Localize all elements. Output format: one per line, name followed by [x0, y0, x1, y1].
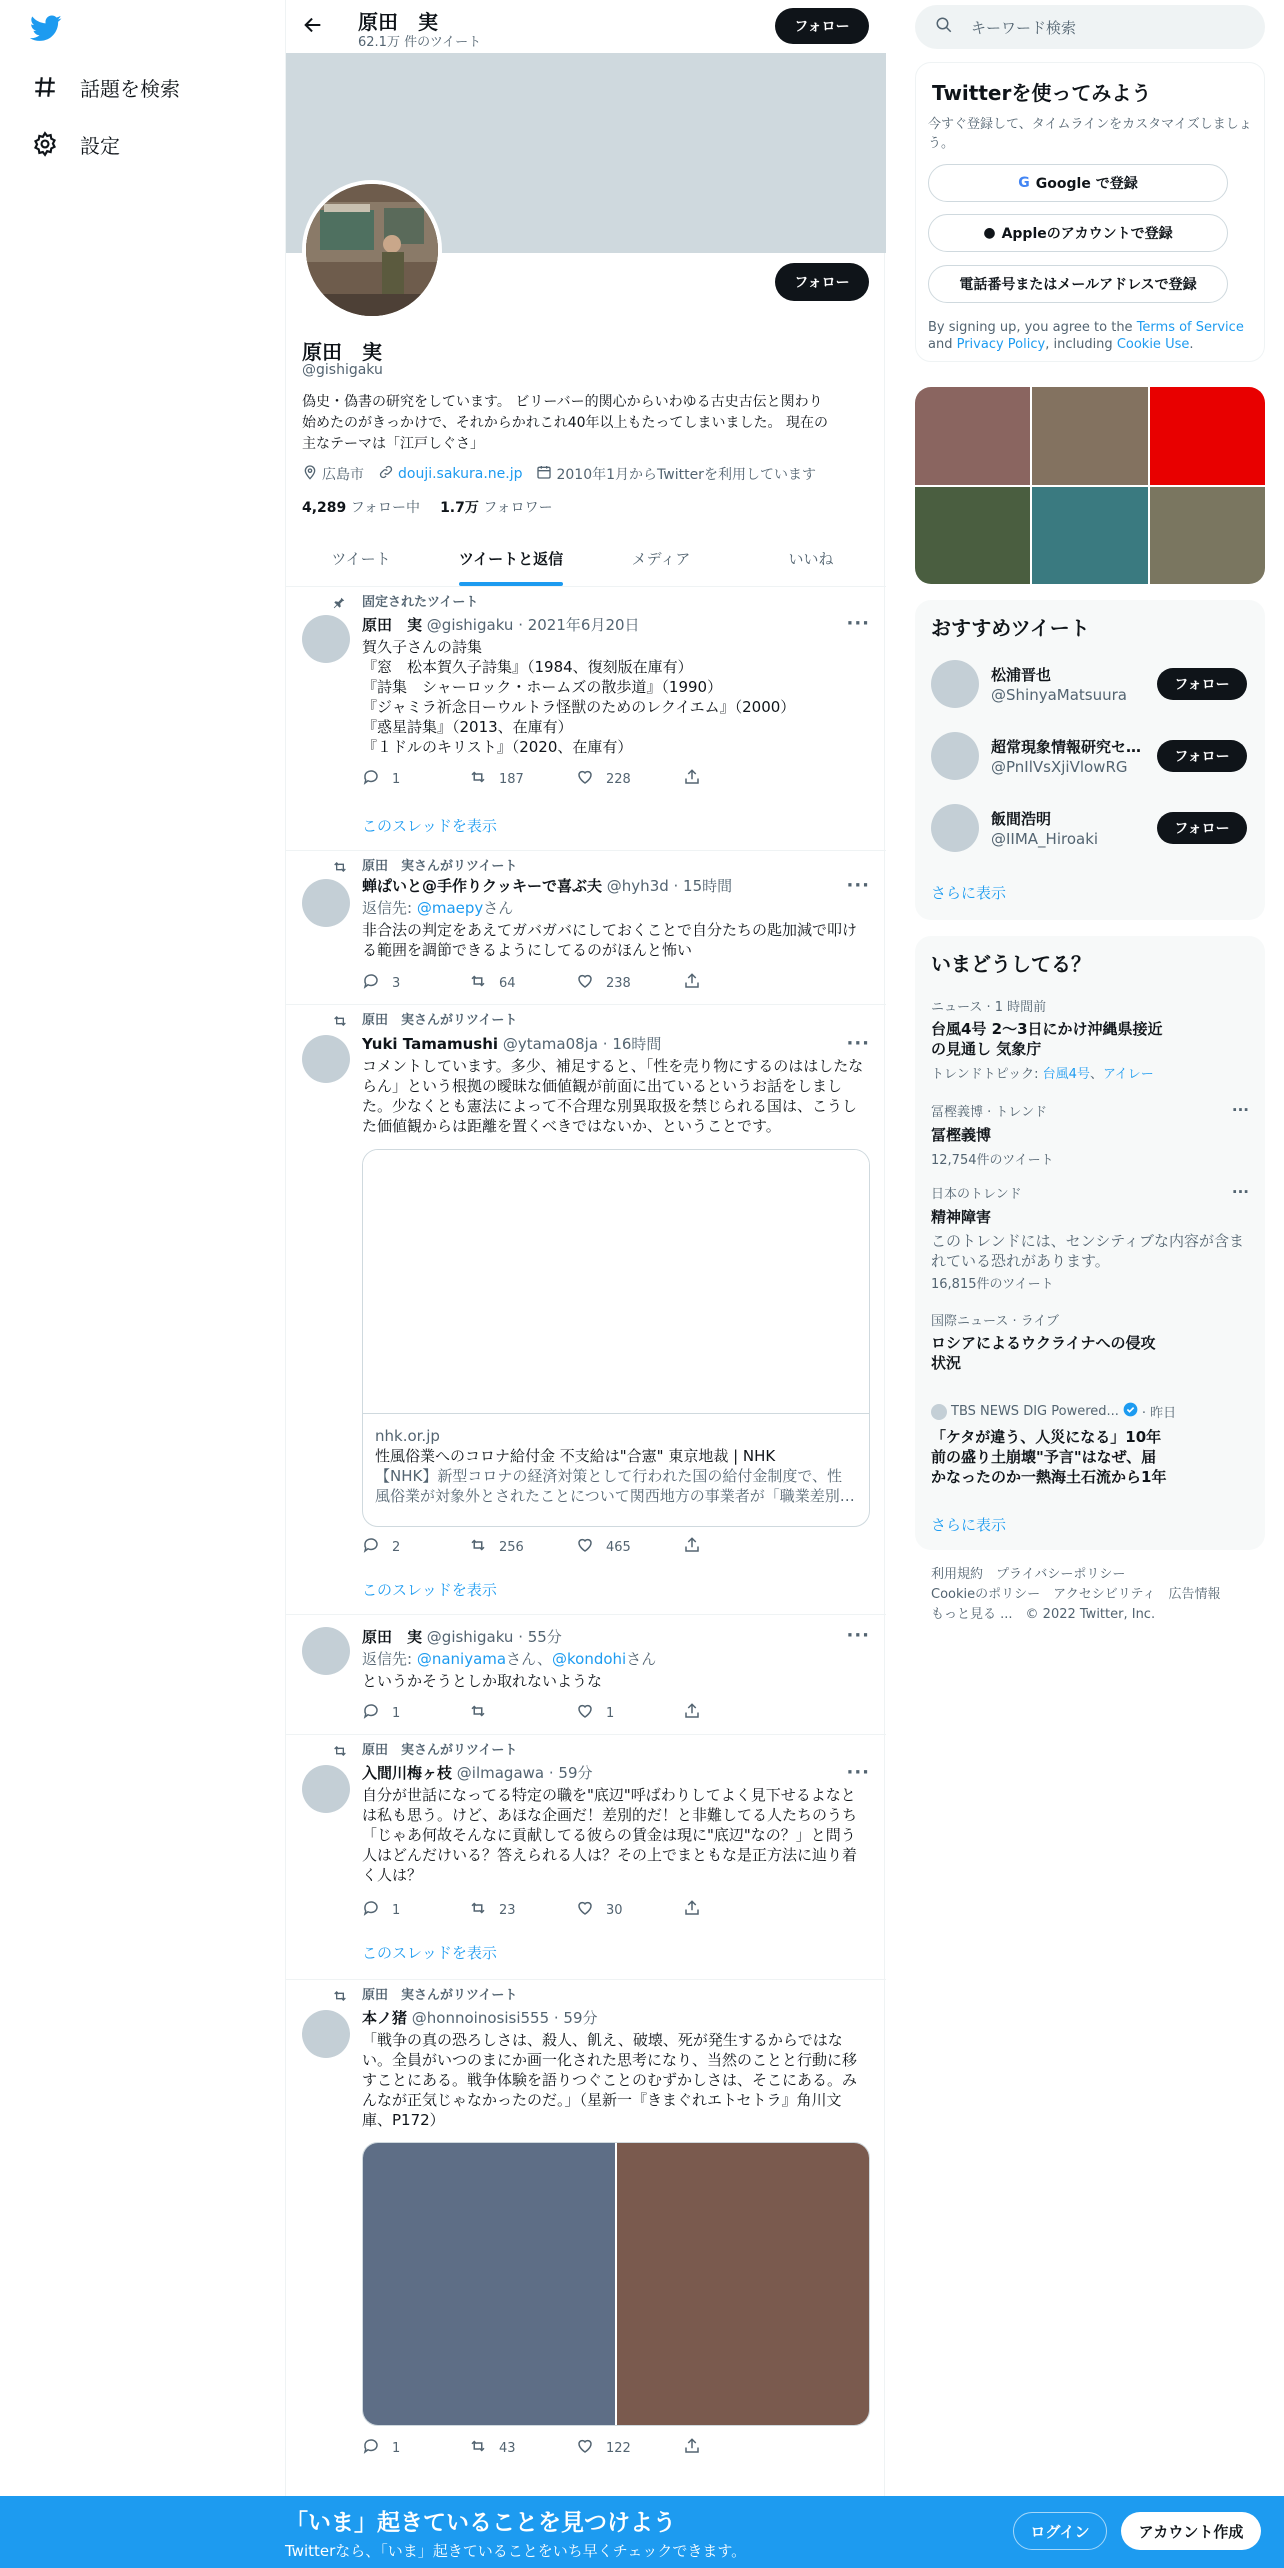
profile-website[interactable]: douji.sakura.ne.jp [398, 466, 523, 482]
apple-icon: ● [983, 225, 996, 241]
apple-signup-label: Appleのアカウントで登録 [1001, 226, 1173, 242]
footer-privacy-link[interactable]: プライバシーポリシー [996, 1567, 1126, 1582]
retweet-count: 23 [499, 1902, 516, 1918]
more-icon[interactable]: ··· [1231, 1183, 1249, 1201]
trend-title-line: 前の盛り土崩壊"予言"はなぜ、届 [931, 1448, 1157, 1466]
tab-tweets[interactable]: ツイート [331, 549, 391, 568]
media-thumbnail[interactable] [915, 387, 1030, 485]
hashtag-icon [30, 72, 60, 102]
like-count: 122 [606, 2440, 631, 2456]
terms-text: and [928, 337, 957, 352]
profile-location: 広島市 [322, 467, 364, 483]
tweet[interactable] [286, 1615, 886, 1735]
like-button[interactable] [576, 1703, 683, 1723]
reply-count: 1 [392, 2440, 401, 2456]
share-icon [683, 972, 713, 994]
link-card-description: 【NHK】新型コロナの経済対策として行われた国の給付金制度で、性 [375, 1467, 843, 1485]
footer-ads-link[interactable]: 広告情報 [1168, 1587, 1221, 1602]
retweet-icon [469, 2437, 499, 2459]
location-icon [302, 464, 318, 484]
reply-to [362, 1649, 870, 1669]
trends-more-link[interactable]: さらに表示 [931, 1516, 1007, 1534]
retweet-icon [332, 1743, 348, 1763]
google-signup-button[interactable] [928, 164, 1228, 202]
nav-settings-label: 設定 [80, 133, 120, 158]
trend-topic-separator: 、 [1089, 1067, 1103, 1082]
tweet-text-line: すことにある。戦争体験を語りつぐことのむずかしさは、そこにある。み [362, 2071, 858, 2089]
tweet-avatar[interactable] [302, 1627, 350, 1675]
tweet-text-line: た価値観からは距離を置くべきではないか、ということです。 [362, 1117, 781, 1135]
tweet-context: 原田 実さんがリツイート [362, 859, 518, 874]
retweet-count: 256 [499, 1539, 524, 1555]
trend-item[interactable] [931, 1101, 1249, 1168]
trend-meta: ニュース · 1 時間前 [931, 1000, 1047, 1015]
tweet[interactable] [286, 1980, 886, 2500]
tweet-text-line: 自分が世話になってる特定の職を"底辺"呼ばわりしてよく見下せるよなと [362, 1786, 856, 1804]
terms-link[interactable]: Terms of Service [1136, 320, 1244, 335]
like-button[interactable] [576, 1900, 683, 1920]
tweet-avatar[interactable] [302, 1765, 350, 1813]
trend-warning-line: れている恐れがあります。 [931, 1252, 1110, 1270]
media-thumbnail[interactable] [1032, 487, 1147, 585]
heart-icon [576, 1536, 606, 1558]
trend-item[interactable] [931, 1183, 1249, 1292]
privacy-link[interactable]: Privacy Policy [956, 337, 1046, 352]
tweet-meta: @gishigaku · 2021年6月20日 [426, 616, 640, 634]
trend-title: 精神障害 [931, 1208, 992, 1226]
tweet-actions [362, 973, 792, 993]
google-icon: G [1018, 175, 1030, 191]
tweet-actions [362, 1900, 792, 1920]
bio-line: 偽史・偽書の研究をしています。 ビリーバー的関心からいわゆる古史古伝と関わり [302, 394, 823, 410]
trend-warning-line: このトレンドには、センシティブな内容が含ま [931, 1232, 1245, 1250]
show-thread-link[interactable]: このスレッドを表示 [362, 1944, 497, 1962]
following-count: 4,289 [302, 500, 347, 516]
retweet-icon [332, 1988, 348, 2008]
tweet-text-line: 『詩集 シャーロック・ホームズの散歩道』（1990） [362, 678, 723, 696]
share-icon [683, 1702, 713, 1724]
like-count: 228 [606, 771, 631, 787]
tweet-context: 固定されたツイート [362, 595, 479, 610]
tweet-meta: @ytama08ja · 16時間 [502, 1035, 662, 1053]
trend-topics [931, 1063, 1249, 1082]
more-icon[interactable]: ··· [1231, 1101, 1249, 1119]
signup-bottom-bar [0, 2496, 1284, 2568]
footer-terms-link[interactable]: 利用規約 [931, 1567, 984, 1582]
reply-icon [362, 768, 392, 790]
trend-title [931, 1333, 1249, 1373]
link-card-description: 風俗業が対象外とされたことについて関西地方の事業者が「職業差別… [375, 1487, 855, 1505]
suggestion-handle: @IIMA_Hiroaki [991, 830, 1099, 848]
suggestion-follow-button[interactable]: フォロー [1157, 668, 1247, 700]
media-thumbnail[interactable] [1032, 387, 1147, 485]
suggestion-name[interactable]: 飯間浩明 [991, 810, 1052, 828]
share-button[interactable] [683, 973, 790, 993]
google-signup-label: Google で登録 [1035, 176, 1138, 192]
following-link[interactable] [302, 497, 420, 517]
reply-button[interactable] [362, 1703, 469, 1723]
like-count: 465 [606, 1539, 631, 1555]
retweet-button[interactable] [469, 973, 576, 993]
tweet[interactable] [286, 851, 886, 1005]
tweet-author-name[interactable]: 本ノ猪 [362, 2009, 408, 2027]
more-icon[interactable]: ··· [846, 1625, 870, 1646]
profile-handle: @gishigaku [302, 362, 383, 378]
login-button[interactable]: ログイン [1013, 2512, 1107, 2550]
tweet-avatar[interactable] [302, 2010, 350, 2058]
tweet-text-line: る範囲を調節できるようにしてるのがほんと怖い [362, 941, 693, 959]
share-icon [683, 1899, 713, 1921]
followers-label: フォロワー [483, 500, 553, 516]
header-follow-button[interactable]: フォロー [775, 8, 869, 44]
trend-meta [931, 1402, 1249, 1421]
reply-to-suffix: さん [626, 1650, 657, 1668]
tweet-text-line: 庫、P172） [362, 2111, 445, 2129]
tweet-author-name[interactable]: 蝉ぱいと@手作りクッキーで喜ぶ夫 [362, 877, 603, 895]
twitter-logo-icon[interactable] [30, 12, 66, 48]
media-thumbnail[interactable] [1150, 487, 1265, 585]
tweet-text-line: 人はどんだけいる？答えられる人は？その上でまともな是正方法に辿り着 [362, 1846, 858, 1864]
bio-line: 主なテーマは「江戸しぐさ」 [302, 436, 484, 452]
news-source-name: TBS NEWS DIG Powered... [951, 1404, 1119, 1419]
tweet-text-line: 「じゃあ何故そんなに貢献してる彼らの賃金は現に"底辺"なの？」と問う [362, 1826, 856, 1844]
trend-title-line: ロシアによるウクライナへの侵攻 [931, 1334, 1156, 1352]
trend-count: 16,815件のツイート [931, 1277, 1054, 1292]
profile-header-bar [286, 0, 886, 53]
heart-icon [576, 972, 606, 994]
header-name: 原田 実 [358, 10, 438, 34]
reply-icon [362, 1536, 392, 1558]
tweet[interactable] [286, 1005, 886, 1615]
link-card-domain: nhk.or.jp [375, 1427, 440, 1445]
show-thread-link[interactable]: このスレッドを表示 [362, 817, 497, 835]
share-button[interactable] [683, 2438, 790, 2458]
reply-to-prefix: 返信先: [362, 1650, 417, 1668]
reply-button[interactable] [362, 2438, 469, 2458]
tab-media[interactable]: メディア [631, 549, 691, 568]
media-thumbnail[interactable] [915, 487, 1030, 585]
tweet-text-line: い。全員がいつのまにか画一化された思考になり、当然のことと行動に移 [362, 2051, 858, 2069]
tweet-meta: @ilmagawa · 59分 [456, 1764, 593, 1782]
more-icon[interactable]: ··· [846, 1033, 870, 1054]
profile-column [285, 0, 885, 2500]
retweet-button[interactable] [469, 1703, 576, 1723]
tweet-meta: @honnoinosisi555 · 59分 [411, 2009, 598, 2027]
media-grid[interactable] [915, 387, 1265, 584]
like-count: 238 [606, 975, 631, 991]
trend-count: 12,754件のツイート [931, 1153, 1054, 1168]
suggestion-handle: @PnIlVsXjiVlowRG [991, 758, 1128, 776]
tweet-context: 原田 実さんがリツイート [362, 1988, 518, 2003]
reply-count: 3 [392, 975, 401, 991]
signup-button[interactable]: アカウント作成 [1121, 2512, 1261, 2550]
tweet-context: 原田 実さんがリツイート [362, 1743, 518, 1758]
profile-follow-button[interactable]: フォロー [775, 263, 869, 301]
share-button[interactable] [683, 1537, 790, 1557]
suggestions-title: おすすめツイート [931, 616, 1090, 640]
tweet-text [362, 920, 870, 960]
verified-badge-icon [1123, 1402, 1138, 1421]
tweet-actions [362, 1703, 792, 1723]
reply-to [362, 898, 870, 918]
search-placeholder[interactable]: キーワード検索 [971, 18, 1077, 37]
bio-line: 始めたのがきっかけで、それからかれこれ40年以上もたってしまいました。 現在の [302, 415, 828, 431]
retweet-icon [332, 859, 348, 879]
more-icon[interactable]: ··· [846, 1762, 870, 1783]
tweet-text [362, 2030, 870, 2130]
nav-settings[interactable] [30, 124, 120, 164]
retweet-icon [332, 1013, 348, 1033]
reply-count: 1 [392, 771, 401, 787]
like-button[interactable] [576, 769, 683, 789]
reply-to-user[interactable]: @kondohi [551, 1650, 627, 1668]
terms-text: By signing up, you agree to the [928, 320, 1137, 335]
retweet-icon [469, 1536, 499, 1558]
retweet-count: 64 [499, 975, 516, 991]
trend-topic-link[interactable]: 台風4号 [1042, 1067, 1090, 1082]
retweet-icon [469, 1702, 499, 1724]
trend-title: 冨樫義博 [931, 1126, 992, 1144]
cookie-link[interactable]: Cookie Use [1116, 337, 1190, 352]
footer-links [931, 1565, 1251, 1625]
like-button[interactable] [576, 2438, 683, 2458]
trends-title: いまどうしてる？ [931, 952, 1091, 976]
trend-item[interactable] [931, 1310, 1249, 1373]
left-navigation [0, 0, 285, 2500]
reply-icon [362, 2437, 392, 2459]
more-icon[interactable]: ··· [846, 875, 870, 896]
like-count: 1 [606, 1705, 615, 1721]
terms-text: . [1189, 337, 1194, 352]
profile-tabs [286, 530, 886, 587]
tweet-meta: @gishigaku · 55分 [426, 1628, 562, 1646]
suggestions-more-link[interactable]: さらに表示 [931, 884, 1007, 902]
heart-icon [576, 1899, 606, 1921]
reply-button[interactable] [362, 1900, 469, 1920]
trend-title [931, 1019, 1249, 1059]
tab-tweets-and-replies[interactable]: ツイートと返信 [436, 530, 586, 586]
tweet-author-name[interactable]: 原田 実 [362, 616, 423, 634]
reply-to-prefix: 返信先: [362, 899, 417, 917]
tweet-author-name[interactable]: 原田 実 [362, 1628, 423, 1646]
share-icon [683, 1536, 713, 1558]
news-time: · 昨日 [1141, 1406, 1177, 1421]
retweet-count: 43 [499, 2440, 516, 2456]
tweet-text-line: 『ジャミラ祈念日ーウルトラ怪獣のためのレクイエム』（2000） [362, 698, 796, 716]
tweet-text [362, 1671, 870, 1691]
tweet-avatar[interactable] [302, 1035, 350, 1083]
retweet-icon [469, 1899, 499, 1921]
trend-meta: 国際ニュース · ライブ [931, 1314, 1059, 1329]
tweet-text-line: く人は？ [362, 1866, 423, 1884]
tweet-text-line: は私も思う。けど、あほな企画だ！差別的だ！と非難してる人たちのうち [362, 1806, 858, 1824]
like-button[interactable] [576, 973, 683, 993]
tweet-text-line: というかそうとしか取れないような [362, 1672, 603, 1690]
trend-title-line: かなったのか一熱海土石流から1年 [931, 1468, 1167, 1486]
footer-cookie-link[interactable]: Cookieのポリシー [931, 1587, 1041, 1602]
reply-count: 1 [392, 1705, 401, 1721]
media-thumbnail[interactable] [1150, 387, 1265, 485]
tweet-photo[interactable] [363, 2143, 617, 2425]
followers-link[interactable] [440, 497, 553, 517]
tweet-text-line: た。少なくとも憲法によって不合理な別異取扱を禁じられる国は、こうし [362, 1097, 858, 1115]
reply-button[interactable] [362, 1537, 469, 1557]
reply-count: 1 [392, 1902, 401, 1918]
reply-button[interactable] [362, 769, 469, 789]
tweet-actions [362, 2438, 792, 2458]
like-button[interactable] [576, 1537, 683, 1557]
tweet-context: 原田 実さんがリツイート [362, 1013, 518, 1028]
footer-accessibility-link[interactable]: アクセシビリティ [1053, 1587, 1156, 1602]
reply-to-separator: さん、 [506, 1650, 552, 1668]
profile-bio [302, 392, 872, 455]
link-card-image [363, 1150, 869, 1414]
share-icon [683, 2437, 713, 2459]
show-thread-link[interactable]: このスレッドを表示 [362, 1581, 497, 1599]
tweet-avatar[interactable] [302, 615, 350, 663]
trend-topics-label: トレンドトピック: [931, 1067, 1043, 1082]
trend-title-line: 「ケタが違う、人災になる」10年 [931, 1428, 1162, 1446]
following-label: フォロー中 [350, 500, 421, 516]
reply-icon [362, 1702, 392, 1724]
nav-explore-label: 話題を検索 [80, 76, 180, 101]
signup-title: Twitterを使ってみよう [932, 81, 1152, 105]
tweet[interactable] [286, 1735, 886, 1980]
tweet-text-line: コメントしています。多少、補足すると、「性を売り物にするのははしたな [362, 1057, 864, 1075]
apple-signup-button[interactable] [928, 214, 1228, 252]
heart-icon [576, 768, 606, 790]
suggestion-follow-button[interactable]: フォロー [1157, 740, 1247, 772]
heart-icon [576, 1702, 606, 1724]
suggestion-avatar[interactable] [931, 660, 979, 708]
profile-stats [302, 497, 553, 517]
like-count: 30 [606, 1902, 623, 1918]
tweet-photo[interactable] [617, 2143, 869, 2425]
tweet-media[interactable] [362, 2142, 870, 2426]
retweet-count: 187 [499, 771, 524, 787]
link-card[interactable] [362, 1149, 870, 1527]
share-button[interactable] [683, 1900, 790, 1920]
reply-to-user[interactable]: @naniyama [416, 1650, 507, 1668]
trend-topic-link[interactable]: アイレー [1102, 1067, 1154, 1082]
share-icon [683, 768, 713, 790]
suggestion-handle: @ShinyaMatsuura [991, 686, 1127, 704]
trend-item[interactable] [931, 1402, 1249, 1487]
profile-avatar[interactable] [302, 180, 442, 320]
trend-title [931, 1427, 1249, 1487]
reply-to-user[interactable]: @maepy [416, 899, 484, 917]
retweet-button[interactable] [469, 1900, 576, 1920]
tweet-text-line: 『１ドルのキリスト』（2020、在庫有） [362, 738, 633, 756]
link-card-title: 性風俗業へのコロナ給付金 不支給は"合憲" 東京地裁 | NHK [375, 1447, 776, 1465]
suggestion-follow-button[interactable]: フォロー [1157, 812, 1247, 844]
heart-icon [576, 2437, 606, 2459]
tweet-text-line: らん」という根拠の曖昧な価値観が前面に出ているというお話をしまし [362, 1077, 843, 1095]
reply-icon [362, 972, 392, 994]
tweet-text-line: 『惑星詩集』（2013、在庫有） [362, 718, 573, 736]
trend-title-line: の見通し 気象庁 [931, 1040, 1042, 1058]
tweet-text [362, 637, 870, 757]
suggestion-avatar[interactable] [931, 804, 979, 852]
retweet-button[interactable] [469, 769, 576, 789]
footer-more-link[interactable]: もっと見る ... [931, 1607, 1013, 1622]
nav-explore[interactable] [30, 67, 180, 107]
suggestions-card [915, 600, 1265, 920]
tweet-actions [362, 769, 792, 789]
header-tweet-count: 62.1万 件のツイート [358, 35, 482, 50]
reply-to-suffix: さん [483, 899, 514, 917]
suggestion-name[interactable]: 松浦晋也 [991, 666, 1052, 684]
tab-likes[interactable]: いいね [788, 549, 834, 568]
signup-card [915, 62, 1265, 362]
reply-button[interactable] [362, 973, 469, 993]
tweet-meta: @hyh3d · 15時間 [606, 877, 733, 895]
trend-warning [931, 1231, 1249, 1271]
profile-name: 原田 実 [302, 340, 382, 364]
search-icon [935, 16, 953, 38]
bottom-bar-subtitle: Twitterなら、「いま」起きていることをいち早くチェックできます。 [285, 2542, 747, 2560]
back-arrow-icon[interactable] [302, 14, 324, 40]
tweet-text-line: 非合法の判定をあえてガバガバにしておくことで自分たちの匙加減で叩け [362, 921, 858, 939]
trends-card [915, 936, 1265, 1550]
signup-terms [928, 319, 1254, 353]
trend-item[interactable] [931, 996, 1249, 1082]
terms-text: , including [1045, 337, 1117, 352]
calendar-icon [536, 464, 552, 484]
reply-icon [362, 1899, 392, 1921]
retweet-icon [469, 972, 499, 994]
suggestion-avatar[interactable] [931, 732, 979, 780]
retweet-button[interactable] [469, 2438, 576, 2458]
tweet-text-line: 賀久子さんの詩集 [362, 638, 483, 656]
signup-subtitle: 今すぐ登録して、タイムラインをカスタマイズしましょう。 [928, 117, 1252, 151]
bottom-bar-title: 「いま」起きていることを見つけよう [285, 2510, 676, 2536]
tweet-author-name[interactable]: 入間川梅ヶ枝 [362, 1764, 453, 1782]
link-icon [378, 464, 394, 484]
trend-meta: 日本のトレンド [931, 1187, 1022, 1202]
tweet-avatar[interactable] [302, 879, 350, 927]
more-icon[interactable]: ··· [846, 613, 870, 634]
suggestion-name[interactable]: 超常現象情報研究セ… [991, 738, 1142, 756]
pin-icon [332, 596, 346, 614]
retweet-button[interactable] [469, 1537, 576, 1557]
phone-email-signup-button[interactable]: 電話番号またはメールアドレスで登録 [928, 265, 1228, 303]
profile-joined: 2010年1月からTwitterを利用しています [556, 467, 816, 483]
tweet-author-name[interactable]: Yuki Tamamushi [362, 1035, 499, 1053]
tweet[interactable] [286, 587, 886, 851]
trend-title-line: 状況 [931, 1354, 962, 1372]
trend-meta: 冨樫義博 · トレンド [931, 1105, 1048, 1120]
share-button[interactable] [683, 769, 790, 789]
tweet-actions [362, 1537, 792, 1557]
tweet-text-line: 『窓 松本賀久子詩集』（1984、復刻版在庫有） [362, 658, 693, 676]
news-source-avatar [931, 1404, 947, 1420]
search-box[interactable] [915, 5, 1265, 49]
tweet-text [362, 1056, 870, 1136]
trend-title-line: 台風4号 2〜3日にかけ沖縄県接近 [931, 1020, 1163, 1038]
tweet-text-line: んなが正気じゃなかったのだ。」（星新一『きまぐれエトセトラ』角川文 [362, 2091, 842, 2109]
profile-meta [302, 464, 816, 484]
followers-count: 1.7万 [440, 500, 479, 516]
retweet-icon [469, 768, 499, 790]
share-button[interactable] [683, 1703, 790, 1723]
reply-count: 2 [392, 1539, 401, 1555]
footer-copyright: © 2022 Twitter, Inc. [1025, 1607, 1156, 1622]
tweet-text [362, 1785, 870, 1885]
tweet-text-line: 「戦争の真の恐ろしさは、殺人、飢え、破壊、死が発生するからではな [362, 2031, 843, 2049]
gear-icon [30, 129, 60, 159]
